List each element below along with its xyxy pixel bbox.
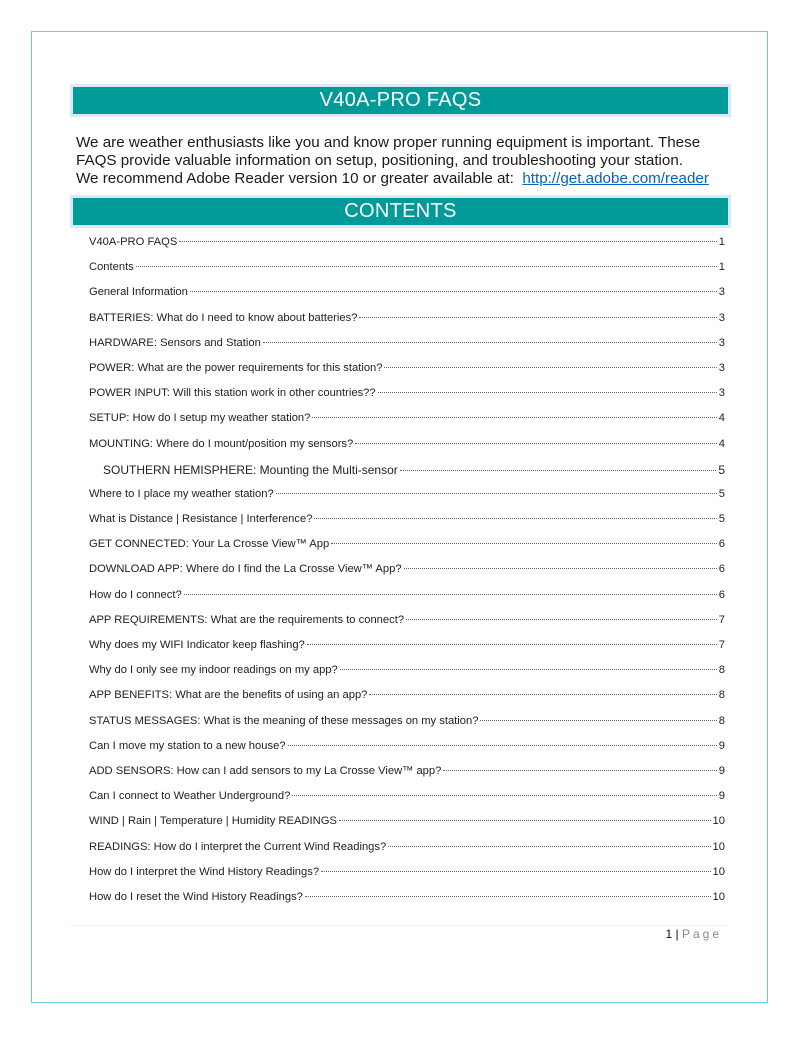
toc-entry-title: HARDWARE: Sensors and Station (89, 336, 261, 349)
toc-entry[interactable] (89, 765, 725, 790)
toc-dot-leader (331, 543, 717, 544)
toc-entry[interactable] (89, 841, 725, 866)
toc-dot-leader (179, 241, 716, 242)
toc-dot-leader (388, 846, 710, 847)
toc-entry-page: 9 (718, 764, 725, 777)
toc-entry-title: POWER INPUT: Will this station work in other countries?? (89, 387, 376, 400)
intro-paragraph (76, 134, 736, 188)
toc-entry-title: How do I reset the Wind History Readings? (89, 890, 303, 903)
toc-entry-page: 8 (718, 689, 725, 702)
toc-dot-leader (404, 568, 717, 569)
toc-entry-page: 5 (718, 513, 725, 526)
toc-entry-title: BATTERIES: What do I need to know about batteries? (89, 311, 358, 324)
toc-entry-title: What is Distance | Resistance | Interference? (89, 513, 313, 526)
toc-entry-title: How do I connect? (89, 588, 182, 601)
toc-entry-page: 3 (718, 336, 725, 349)
toc-entry[interactable] (89, 261, 725, 286)
toc-entry[interactable] (89, 589, 725, 614)
toc-entry-title: Where to I place my weather station? (89, 487, 274, 500)
toc-entry-page: 1 (718, 236, 725, 248)
toc-entry-title: READINGS: How do I interpret the Current Wind Readings? (89, 840, 387, 853)
intro-line: FAQS provide valuable information on setup, positioning, and troubleshooting your station. (76, 152, 684, 169)
toc-entry[interactable] (89, 715, 725, 740)
toc-entry-page: 9 (718, 739, 725, 752)
title-banner (70, 84, 731, 117)
toc-entry[interactable] (89, 689, 725, 714)
toc-dot-leader (355, 443, 717, 444)
toc-dot-leader (276, 493, 717, 494)
toc-entry[interactable] (89, 438, 725, 463)
toc-entry[interactable] (89, 412, 725, 437)
contents-banner (70, 195, 731, 228)
toc-entry-title: APP REQUIREMENTS: What are the requirements to connect? (89, 613, 405, 626)
table-of-contents (89, 236, 725, 916)
toc-entry-page: 8 (718, 714, 725, 727)
toc-dot-leader (312, 417, 716, 418)
toc-entry[interactable] (89, 387, 725, 412)
toc-entry[interactable] (89, 538, 725, 563)
toc-entry[interactable] (89, 815, 725, 840)
page-number: 1 (665, 927, 673, 941)
toc-entry-title: DOWNLOAD APP: Where do I find the La Crosse View™ App? (89, 563, 402, 576)
footer-separator: | (675, 927, 679, 941)
toc-entry[interactable] (89, 891, 725, 916)
toc-entry[interactable] (89, 488, 725, 513)
toc-entry[interactable] (89, 664, 725, 689)
toc-entry[interactable] (89, 337, 725, 362)
toc-entry-page: 5 (718, 462, 725, 477)
toc-entry-title: SETUP: How do I setup my weather station? (89, 412, 311, 425)
intro-line: We are weather enthusiasts like you and know proper running equipment is important. These (76, 134, 701, 151)
toc-entry[interactable] (89, 362, 725, 387)
toc-dot-leader (359, 317, 716, 318)
toc-entry-page: 10 (712, 840, 725, 853)
toc-entry[interactable] (89, 286, 725, 311)
toc-entry-title: ADD SENSORS: How can I add sensors to my La Crosse View™ app? (89, 764, 442, 777)
toc-entry-title: Can I connect to Weather Underground? (89, 790, 291, 803)
toc-entry-title: V40A-PRO FAQS (89, 236, 178, 248)
toc-entry[interactable] (89, 639, 725, 664)
toc-entry[interactable] (89, 513, 725, 538)
toc-entry-page: 3 (718, 311, 725, 324)
toc-dot-leader (406, 619, 717, 620)
toc-entry-title: GET CONNECTED: Your La Crosse View™ App (89, 538, 330, 551)
toc-dot-leader (288, 745, 717, 746)
toc-entry-page: 10 (712, 865, 725, 878)
toc-entry-page: 6 (718, 563, 725, 576)
toc-entry-page: 1 (718, 261, 725, 274)
page-footer (665, 927, 722, 941)
toc-entry-title: How do I interpret the Wind History Readings? (89, 865, 320, 878)
toc-entry[interactable] (89, 740, 725, 765)
toc-entry-page: 4 (718, 412, 725, 425)
toc-entry-title: STATUS MESSAGES: What is the meaning of these messages on my station? (89, 714, 479, 727)
adobe-reader-link[interactable]: http://get.adobe.com/reader (522, 170, 709, 187)
toc-entry-title: Why does my WIFI Indicator keep flashing? (89, 639, 305, 651)
toc-entry[interactable] (89, 614, 725, 639)
toc-entry-page: 3 (718, 387, 725, 400)
toc-entry-title: SOUTHERN HEMISPHERE: Mounting the Multi-sensor (103, 462, 398, 477)
toc-entry[interactable] (89, 312, 725, 337)
toc-entry-page: 7 (718, 613, 725, 626)
toc-entry-title: WIND | Rain | Temperature | Humidity READINGS (89, 815, 337, 828)
toc-entry-page: 5 (718, 487, 725, 500)
toc-entry-page: 6 (718, 538, 725, 551)
toc-entry-page: 8 (718, 664, 725, 677)
toc-dot-leader (443, 770, 716, 771)
toc-entry-title: MOUNTING: Where do I mount/position my sensors? (89, 437, 354, 450)
toc-entry-page: 3 (718, 361, 725, 374)
toc-entry-page: 3 (718, 286, 725, 299)
toc-entry[interactable] (89, 866, 725, 891)
toc-entry-title: Contents (89, 261, 134, 274)
toc-dot-leader (292, 795, 716, 796)
toc-dot-leader (307, 644, 717, 645)
toc-entry[interactable] (89, 790, 725, 815)
toc-entry-page: 4 (718, 437, 725, 450)
toc-entry-page: 7 (718, 639, 725, 651)
toc-dot-leader (480, 720, 716, 721)
toc-dot-leader (339, 820, 711, 821)
toc-dot-leader (263, 342, 717, 343)
toc-dot-leader (384, 367, 716, 368)
toc-entry-title: Why do I only see my indoor readings on my app? (89, 664, 338, 677)
footer-divider (70, 925, 728, 926)
toc-entry-title: Can I move my station to a new house? (89, 739, 286, 752)
toc-entry[interactable] (89, 463, 725, 488)
toc-entry-page: 10 (712, 815, 725, 828)
toc-entry-page: 10 (712, 890, 725, 903)
toc-entry[interactable] (89, 236, 725, 261)
contents-heading: CONTENTS (73, 198, 728, 225)
page-label: Page (681, 927, 722, 941)
toc-entry-title: POWER: What are the power requirements for this station? (89, 361, 383, 374)
toc-entry-page: 6 (718, 588, 725, 601)
toc-dot-leader (340, 669, 717, 670)
toc-entry-title: APP BENEFITS: What are the benefits of using an app? (89, 689, 368, 702)
toc-dot-leader (314, 518, 716, 519)
toc-dot-leader (369, 694, 716, 695)
toc-dot-leader (321, 871, 710, 872)
toc-dot-leader (190, 291, 717, 292)
toc-dot-leader (305, 896, 711, 897)
page-title: V40A-PRO FAQS (73, 87, 728, 114)
toc-dot-leader (378, 392, 717, 393)
toc-entry-page: 9 (718, 790, 725, 803)
toc-dot-leader (184, 594, 717, 595)
toc-entry-title: General Information (89, 286, 188, 299)
intro-line: We recommend Adobe Reader version 10 or greater available at: (76, 170, 519, 187)
toc-dot-leader (136, 266, 717, 267)
toc-dot-leader (400, 470, 717, 471)
toc-entry[interactable] (89, 563, 725, 588)
